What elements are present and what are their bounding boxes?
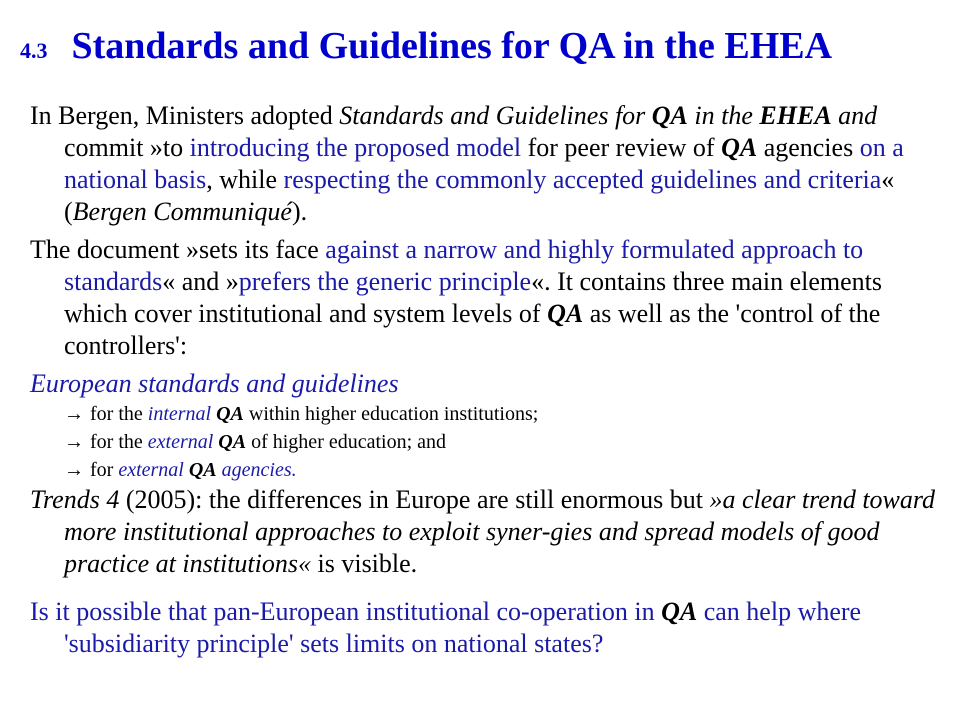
highlight-text: introducing the proposed model — [189, 133, 522, 162]
text-italic: »a clear trend toward more institutional approaches to exploit syner-gies and spread models of good practice at institutions« — [64, 485, 936, 578]
text-italic: Standards and Guidelines for — [339, 101, 652, 130]
arrow-right-icon: → — [64, 403, 84, 425]
slide-title — [20, 24, 832, 68]
text: is visible. — [311, 549, 418, 578]
text: « and » — [162, 267, 239, 296]
qa-term: QA — [216, 403, 244, 425]
text: as well as the 'control of the controllers': — [64, 299, 881, 360]
text: can help where 'subsidiarity principle' sets limits on national states? — [64, 597, 862, 658]
text: The document »sets its face — [30, 235, 326, 264]
qa-term: QA — [661, 597, 698, 626]
text-italic: Trends 4 — [30, 485, 120, 514]
text: (2005): the differences in Europe are still enormous but — [119, 485, 710, 514]
arrow-right-icon: → — [64, 459, 84, 481]
highlight-text: external — [147, 431, 214, 453]
european-standards-heading: European standards and guidelines — [30, 369, 399, 398]
highlight-text: internal — [147, 403, 212, 425]
highlight-text: respecting the commonly accepted guidelines and criteria — [283, 165, 882, 194]
highlight-text: on a national basis — [64, 133, 904, 194]
slide-body — [30, 100, 950, 666]
text: for peer review of — [521, 133, 722, 162]
highlight-text: prefers the generic principle — [238, 267, 532, 296]
highlight-text: against a narrow and highly formulated approach to standards — [64, 235, 864, 296]
text-italic: in the — [687, 101, 760, 130]
paragraph-question — [30, 596, 950, 660]
title-text: Standards and Guidelines for QA in the EHEA — [71, 25, 833, 67]
qa-term: QA — [651, 101, 688, 130]
qa-term: QA — [721, 133, 758, 162]
text-italic: and — [831, 101, 878, 130]
text: , while — [206, 165, 284, 194]
section-number: 4.3 — [20, 38, 48, 63]
text: commit »to — [64, 133, 190, 162]
text: In Bergen, Ministers adopted — [30, 101, 340, 130]
qa-term: QA — [188, 459, 217, 481]
list-item — [30, 428, 950, 456]
spacer — [30, 586, 950, 596]
text-italic: Bergen Communiqué — [72, 197, 292, 226]
qa-term: QA — [218, 431, 247, 453]
list-item — [30, 400, 950, 428]
text: agencies — [757, 133, 860, 162]
list-item — [30, 456, 950, 484]
text: within higher education institutions; — [248, 403, 539, 425]
text: « ( — [64, 165, 895, 226]
arrow-right-icon: → — [64, 431, 84, 453]
ehea-term: EHEA — [759, 101, 832, 130]
paragraph-document — [30, 234, 950, 362]
text: of higher education; and — [251, 431, 447, 453]
text: for the — [90, 403, 148, 425]
text: ). — [291, 197, 308, 226]
text: for the — [90, 431, 148, 453]
text: Is it possible that pan-European institutional co-operation in — [30, 597, 662, 626]
paragraph-bergen — [30, 100, 950, 228]
text: for — [90, 459, 119, 481]
paragraph-trends — [30, 484, 950, 580]
highlight-text: external — [118, 459, 184, 481]
highlight-text: agencies. — [221, 459, 297, 481]
text: «. It contains three main elements which cover institutional and system levels of — [64, 267, 882, 328]
qa-term: QA — [547, 299, 584, 328]
